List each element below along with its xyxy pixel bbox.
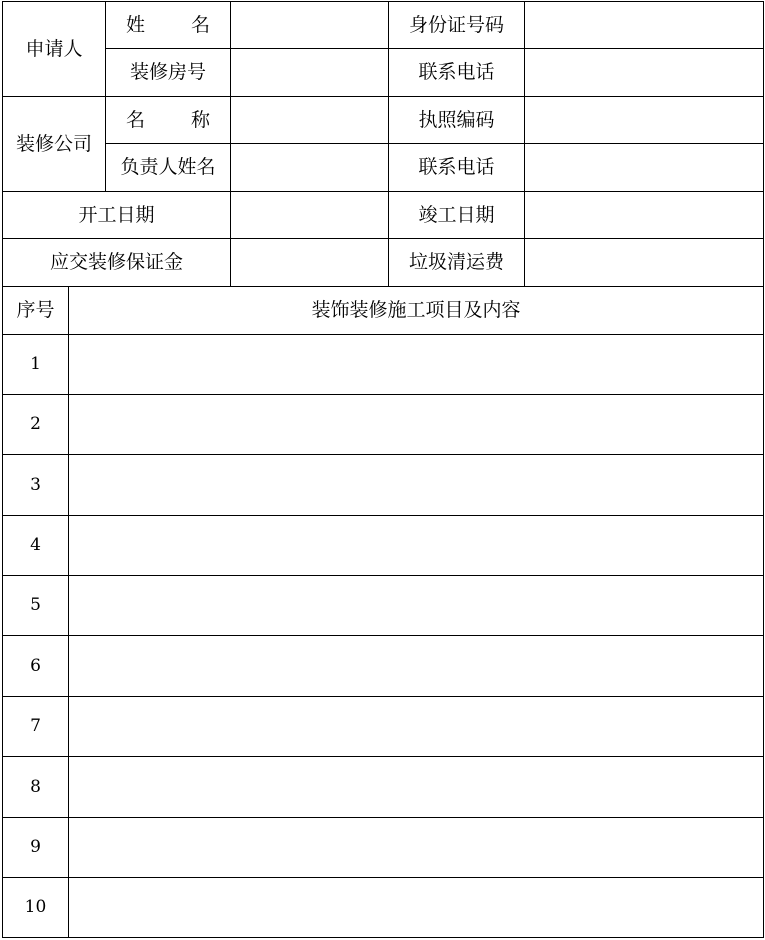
- row-number: 2: [2, 394, 69, 455]
- garbage-fee-label: 垃圾清运费: [388, 238, 525, 287]
- deposit-field[interactable]: [230, 238, 389, 287]
- start-date-field[interactable]: [230, 191, 389, 239]
- license-code-field[interactable]: [524, 96, 764, 144]
- applicant-name-label: [105, 1, 231, 49]
- row-number: 6: [2, 635, 69, 697]
- applicant-name-label-char-2: 名: [190, 13, 210, 36]
- row-content-field[interactable]: [68, 334, 764, 395]
- seq-header: 序号: [2, 286, 69, 335]
- company-name-label-char-2: 称: [190, 108, 210, 131]
- company-label: 装修公司: [2, 96, 106, 192]
- row-number: 4: [2, 515, 69, 576]
- end-date-label: 竣工日期: [388, 191, 525, 239]
- row-content-field[interactable]: [68, 696, 764, 757]
- row-content-field[interactable]: [68, 575, 764, 636]
- company-phone-label: 联系电话: [388, 143, 525, 192]
- applicant-label: 申请人: [2, 1, 106, 97]
- row-content-field[interactable]: [68, 515, 764, 576]
- row-content-field[interactable]: [68, 394, 764, 455]
- manager-name-field[interactable]: [230, 143, 389, 192]
- row-number: 9: [2, 817, 69, 878]
- room-number-field[interactable]: [230, 48, 389, 97]
- applicant-phone-label: 联系电话: [388, 48, 525, 97]
- garbage-fee-field[interactable]: [524, 238, 764, 287]
- company-name-label-char-1: 名: [126, 108, 146, 131]
- row-number: 10: [2, 877, 69, 938]
- company-phone-field[interactable]: [524, 143, 764, 192]
- applicant-name-label-char-1: 姓: [126, 13, 146, 36]
- row-number: 5: [2, 575, 69, 636]
- row-number: 3: [2, 454, 69, 516]
- applicant-name-field[interactable]: [230, 1, 389, 49]
- applicant-phone-field[interactable]: [524, 48, 764, 97]
- company-name-field[interactable]: [230, 96, 389, 144]
- manager-name-label: 负责人姓名: [105, 143, 231, 192]
- row-number: 1: [2, 334, 69, 395]
- row-number: 8: [2, 756, 69, 818]
- license-code-label: 执照编码: [388, 96, 525, 144]
- company-name-label: [105, 96, 231, 144]
- deposit-label: 应交装修保证金: [2, 238, 231, 287]
- start-date-label: 开工日期: [2, 191, 231, 239]
- applicant-id-label: 身份证号码: [388, 1, 525, 49]
- content-header: 装饰装修施工项目及内容: [68, 286, 764, 335]
- row-content-field[interactable]: [68, 817, 764, 878]
- row-content-field[interactable]: [68, 454, 764, 516]
- row-number: 7: [2, 696, 69, 757]
- row-content-field[interactable]: [68, 756, 764, 818]
- row-content-field[interactable]: [68, 635, 764, 697]
- room-number-label: 装修房号: [105, 48, 231, 97]
- applicant-id-field[interactable]: [524, 1, 764, 49]
- row-content-field[interactable]: [68, 877, 764, 938]
- end-date-field[interactable]: [524, 191, 764, 239]
